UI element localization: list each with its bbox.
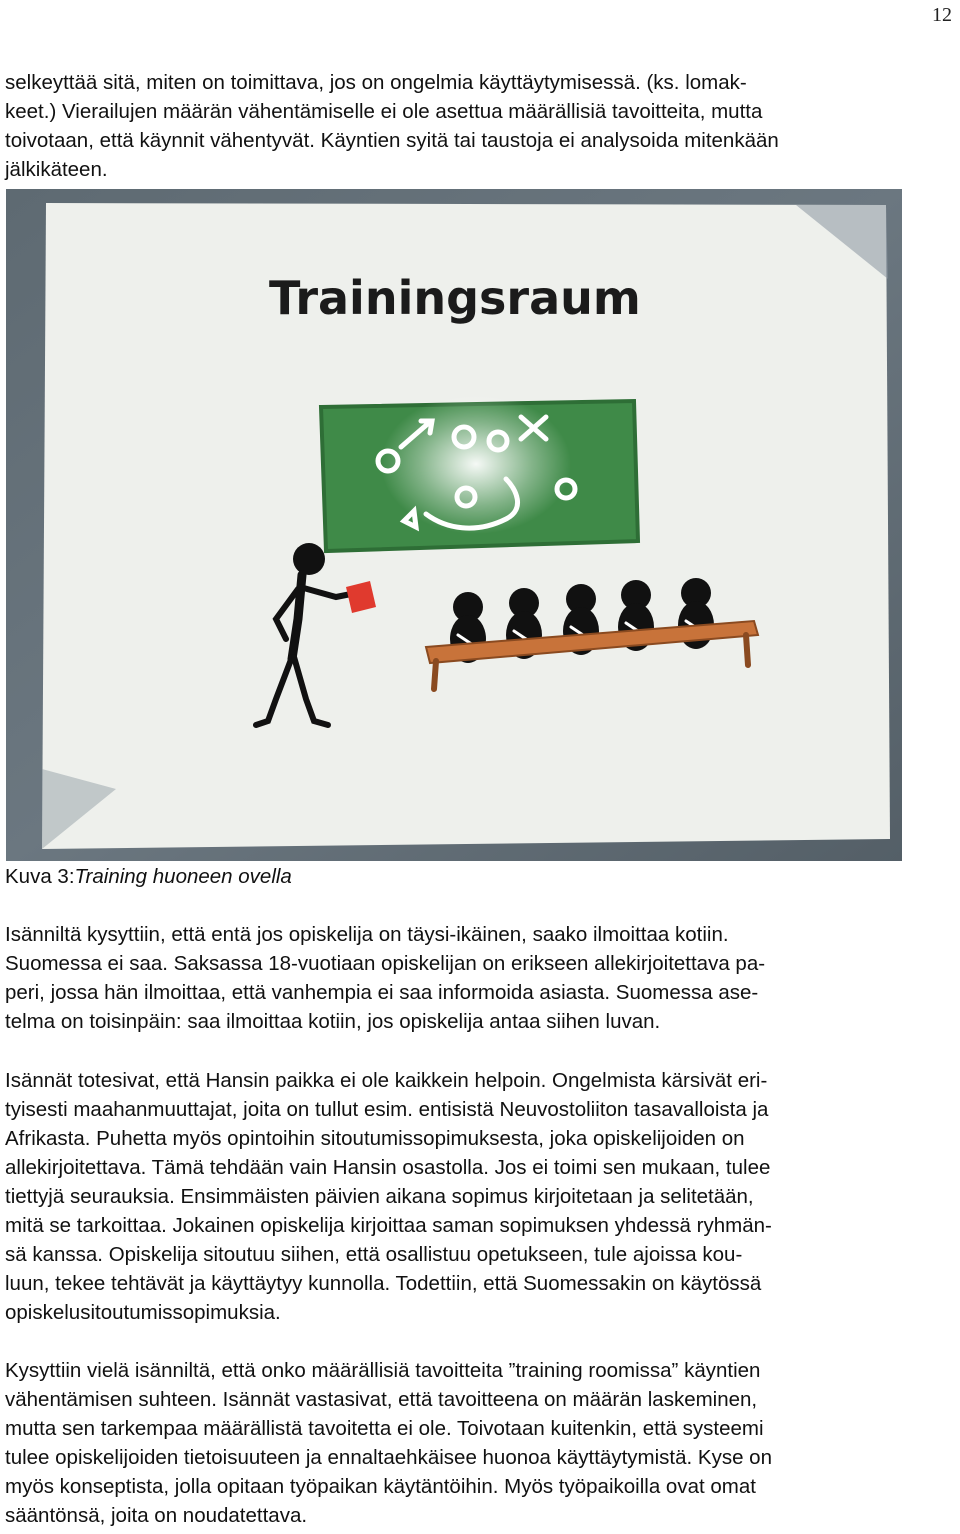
intro-paragraph (5, 68, 950, 184)
text-line: Afrikasta. Puhetta myös opintoihin sitoutumissopimuksesta, joka opiskelijoiden on (5, 1127, 745, 1150)
training-room-door-photo (6, 189, 902, 861)
figure-caption (5, 862, 292, 891)
text-line: Isännät totesivat, että Hansin paikka ei ole kaikkein helpoin. Ongelmista kärsivät eri- (5, 1069, 768, 1092)
text-line: toivotaan, että käynnit vähentyvät. Käyntien syitä tai taustoja ei analysoida mitenkään (5, 129, 779, 152)
text-line: vähentämisen suhteen. Isännät vastasivat, että tavoitteena on määrän laskeminen, (5, 1388, 758, 1411)
caption-title: Training huoneen ovella (74, 865, 292, 888)
text-line: peri, jossa hän ilmoittaa, että vanhempia ei saa informoida asiasta. Suomessa ase- (5, 981, 759, 1004)
text-line: sä kanssa. Opiskelija sitoutuu siihen, että osallistuu opetukseen, tule ajoissa kou- (5, 1243, 743, 1266)
text-line: Kysyttiin vielä isänniltä, että onko määrällisiä tavoitteita ”training roomissa” käyntien (5, 1359, 761, 1382)
text-line: tyisesti maahanmuuttajat, joita on tullut esim. entisistä Neuvostoliiton tasavalloista ja (5, 1098, 769, 1121)
text-line: sääntönsä, joita on noudatettava. (5, 1504, 308, 1527)
text-line: tulee opiskelijoiden tietoisuuteen ja ennaltaehkäisee huonoa käyttäytymistä. Kyse on (5, 1446, 772, 1469)
sign-title: Trainingsraum (269, 271, 641, 325)
body-paragraph (5, 920, 950, 1036)
text-line: opiskelusitoutumissopimuksia. (5, 1301, 281, 1324)
text-line: luun, tekee tehtävät ja käyttäytyy kunnolla. Todettiin, että Suomessakin on käytössä (5, 1272, 762, 1295)
caption-prefix: Kuva 3: (5, 865, 75, 888)
page-number: 12 (932, 4, 952, 26)
text-line: keet.) Vierailujen määrän vähentämiselle ei ole asettua määrällisiä tavoitteita, mutta (5, 100, 763, 123)
text-line: mutta sen tarkempaa määrällistä tavoitetta ei ole. Toivotaan kuitenkin, että systeemi (5, 1417, 764, 1440)
text-line: myös konseptista, jolla opitaan työpaikan käytäntöihin. Myös työpaikoilla ovat omat (5, 1475, 756, 1498)
text-line: tiettyjä seurauksia. Ensimmäisten päivien aikana sopimus kirjoitetaan ja selitetään, (5, 1185, 754, 1208)
text-line: telma on toisinpäin: saa ilmoittaa kotiin, jos opiskelija antaa siihen luvan. (5, 1010, 661, 1033)
text-line: Isänniltä kysyttiin, että entä jos opiskelija on täysi-ikäinen, saako ilmoittaa kotiin. (5, 923, 729, 946)
text-line: allekirjoitettava. Tämä tehdään vain Hansin osastolla. Jos ei toimi sen mukaan, tulee (5, 1156, 771, 1179)
body-paragraph (5, 1066, 950, 1327)
text-line: selkeyttää sitä, miten on toimittava, jos on ongelmia käyttäytymisessä. (ks. lomak- (5, 71, 747, 94)
text-line: mitä se tarkoittaa. Jokainen opiskelija kirjoittaa saman sopimuksen yhdessä ryhmän- (5, 1214, 772, 1237)
text-line: jälkikäteen. (5, 158, 108, 181)
body-paragraph (5, 1356, 950, 1530)
text-line: Suomessa ei saa. Saksassa 18-vuotiaan opiskelijan on erikseen allekirjoitettava pa- (5, 952, 766, 975)
